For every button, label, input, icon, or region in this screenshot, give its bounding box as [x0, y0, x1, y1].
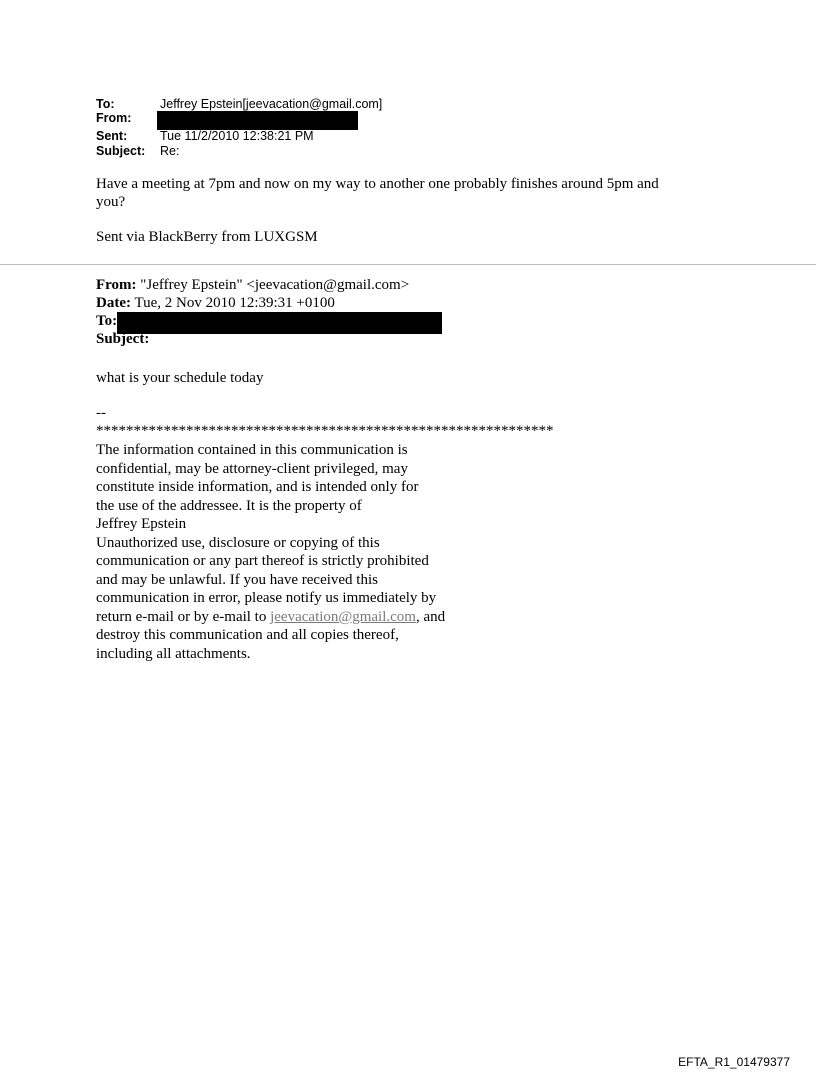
disclaimer-line: Unauthorized use, disclosure or copying of this [96, 534, 380, 551]
quoted-date-row [96, 294, 335, 313]
subject-value: Re: [160, 144, 180, 158]
bates-number: EFTA_R1_01479377 [678, 1055, 790, 1069]
disclaimer-line: Jeffrey Epstein [96, 516, 187, 532]
quoted-to-label: To: [96, 313, 118, 329]
header-sent-row [96, 129, 314, 143]
disclaimer-line: and may be unlawful. If you have received this [96, 571, 378, 588]
disclaimer-line: The information contained in this communication is [96, 442, 408, 458]
quoted-from-value: "Jeffrey Epstein" <jeevacation@gmail.com> [140, 277, 410, 293]
quoted-subject-row [96, 330, 149, 349]
quoted-subject-label: Subject: [96, 331, 150, 347]
disclaimer-line: the use of the addressee. It is the property of [96, 497, 362, 514]
quoted-to-row [96, 312, 117, 331]
header-from-row [96, 111, 160, 125]
disclaimer-line: destroy this communication and all copies thereof, [96, 627, 399, 643]
disclaimer-line: communication in error, please notify us immediately by [96, 590, 437, 606]
subject-label: Subject: [96, 144, 146, 158]
body1-signature: Sent via BlackBerry from LUXGSM [96, 229, 318, 245]
disclaimer-return-line [96, 608, 445, 627]
return-text-pre: return e-mail or by e-mail to [96, 608, 271, 625]
disclaimer-line: constitute inside information, and is intended only for [96, 479, 419, 495]
quoted-date-label: Date: [96, 295, 131, 311]
header-to-row [96, 97, 382, 111]
redaction-box-to [117, 312, 442, 334]
quoted-date-value: Tue, 2 Nov 2010 12:39:31 +0100 [134, 295, 335, 311]
disclaimer-line: including all attachments. [96, 645, 251, 662]
redaction-box-from [157, 111, 358, 130]
body2-dashes: -- [96, 405, 106, 421]
quoted-from-row [96, 276, 409, 295]
to-label: To: [96, 97, 115, 111]
to-value: Jeffrey Epstein[jeevacation@gmail.com] [160, 97, 383, 111]
separator-line [0, 264, 816, 265]
quoted-from-label: From: [96, 277, 137, 293]
return-text-post: , and [415, 608, 446, 625]
disclaimer-line: confidential, may be attorney-client privileged, may [96, 460, 408, 477]
body1-line2: you? [96, 194, 126, 210]
sent-value: Tue 11/2/2010 12:38:21 PM [160, 129, 314, 143]
email-link[interactable]: jeevacation@gmail.com [270, 608, 416, 625]
disclaimer-line: communication or any part thereof is strictly prohibited [96, 553, 429, 569]
body1-line1: Have a meeting at 7pm and now on my way to another one probably finishes around 5pm and [96, 176, 659, 192]
body2-text: what is your schedule today [96, 370, 264, 386]
body2-stars: ************************************************************* [96, 423, 554, 439]
from-label: From: [96, 111, 132, 125]
header-subject-row [96, 144, 179, 158]
sent-label: Sent: [96, 129, 128, 143]
